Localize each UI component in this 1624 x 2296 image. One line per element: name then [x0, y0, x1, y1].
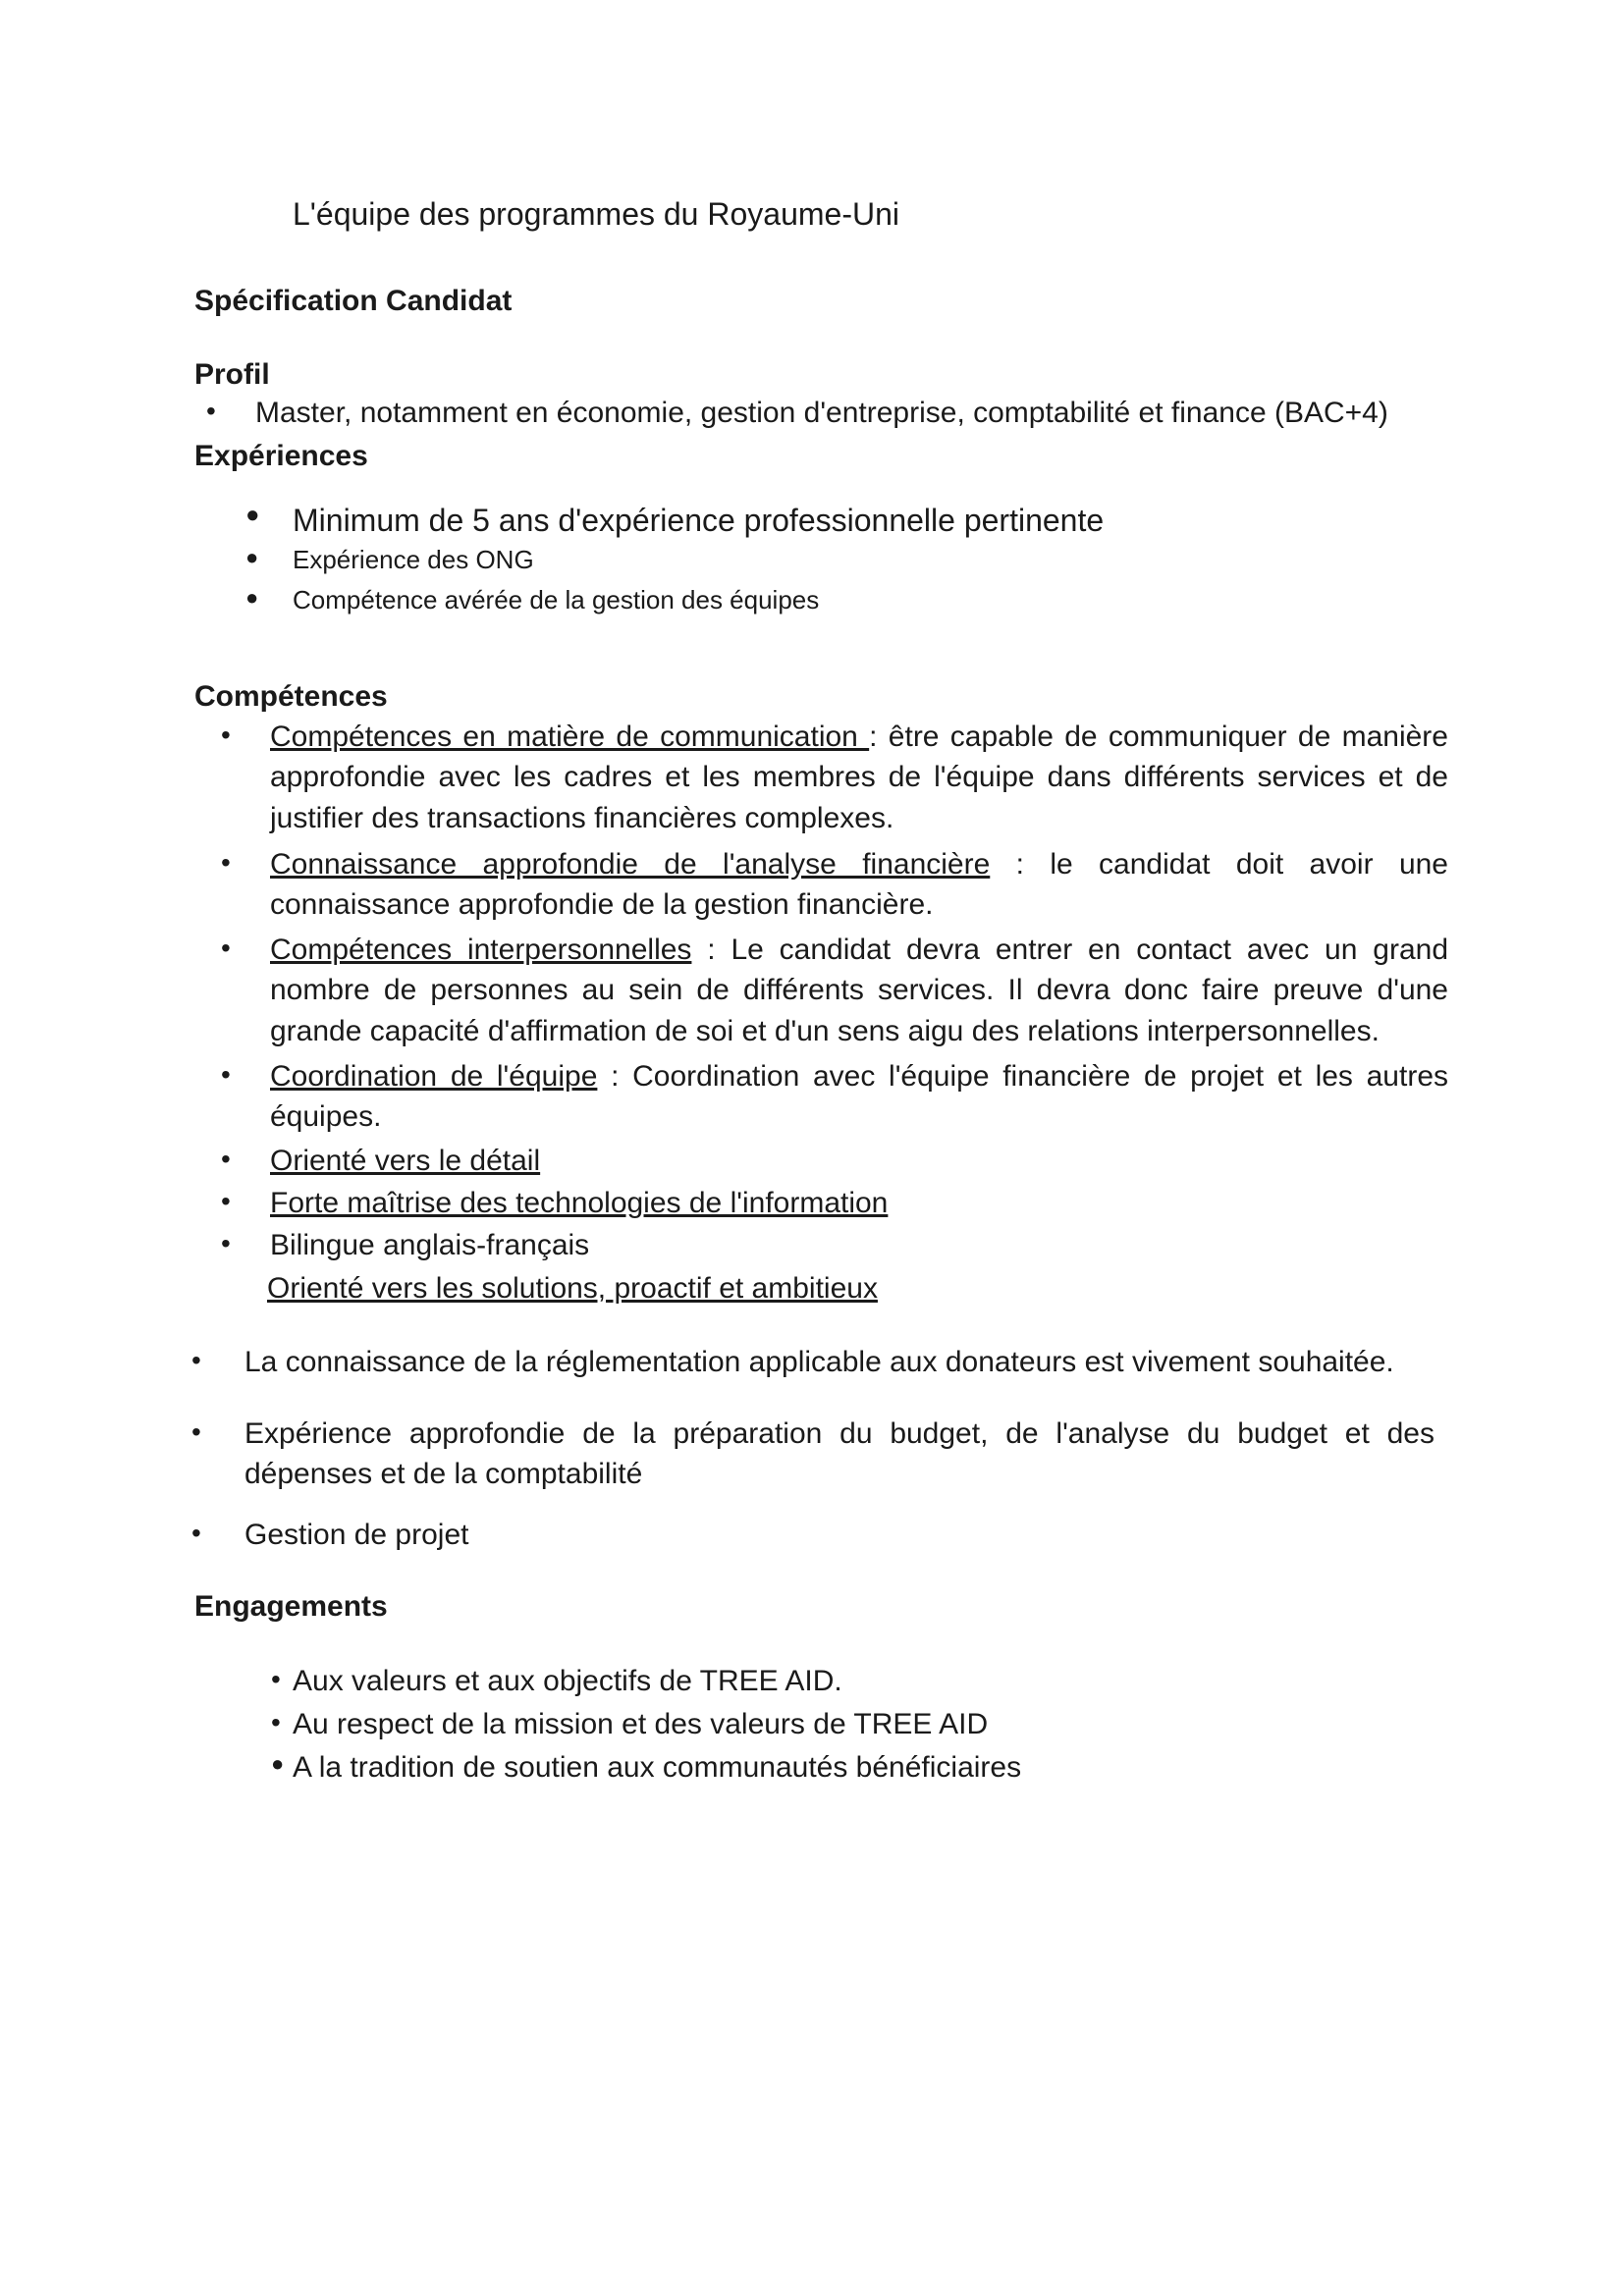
- competence-description: : Coordination avec l'équipe financière de projet et les autres équipes.: [270, 1060, 1449, 1134]
- bullet-icon: •: [221, 1186, 231, 1216]
- competence-title: Compétences interpersonnelles: [270, 934, 692, 966]
- competence-description: : Le candidat devra entrer en contact avec un grand nombre de personnes au sein de différents services. Il devra donc faire preuve d'une grande capacité d'affirmation de soi et d'un sens aigu des relations interpersonnelles.: [270, 934, 1448, 1047]
- bullet-icon: •: [221, 1228, 231, 1258]
- bullet-icon: •: [221, 1059, 231, 1090]
- competence-title: Compétences en matière de communication: [270, 721, 870, 753]
- competence-title: Coordination de l'équipe: [270, 1060, 598, 1093]
- bullet-icon: •: [191, 1416, 201, 1447]
- bullet-icon: ●: [245, 545, 259, 569]
- bullet-icon: •: [206, 396, 216, 426]
- bullet-icon: •: [221, 1144, 231, 1174]
- additional-item-text: La connaissance de la réglementation applicable aux donateurs est vivement souhaitée.: [244, 1346, 1394, 1378]
- experience-item-text: Compétence avérée de la gestion des équipes: [293, 585, 820, 614]
- experience-item-text: Expérience des ONG: [293, 545, 534, 574]
- bullet-icon: ●: [245, 585, 259, 610]
- bullet-icon: •: [221, 720, 231, 750]
- additional-item-text: Expérience approfondie de la préparation du budget, de l'analyse du budget et des dépenses et de la comptabilité: [244, 1417, 1435, 1491]
- competence-description: : être capable de communiquer de manière approfondie avec les cadres et les membres de l'équipe dans différents services et de justifier des transactions financières complexes.: [270, 721, 1448, 834]
- competence-title: Orienté vers le détail: [270, 1145, 541, 1177]
- section-heading-engagements: Engagements: [194, 1590, 388, 1623]
- profil-item-text: Master, notamment en économie, gestion d'entreprise, comptabilité et finance (BAC+4): [255, 397, 1388, 429]
- bullet-icon: •: [221, 933, 231, 963]
- bullet-icon: ●: [245, 502, 260, 528]
- section-heading-competences: Compétences: [194, 680, 388, 713]
- competence-extra-text: Orienté vers les solutions, proactif et ambitieux: [267, 1272, 878, 1305]
- additional-item-text: Gestion de projet: [244, 1519, 469, 1551]
- bullet-icon: •: [221, 847, 231, 878]
- competence-title: Forte maîtrise des technologies de l'information: [270, 1187, 889, 1219]
- engagement-item-text: A la tradition de soutien aux communautés bénéficiaires: [293, 1751, 1022, 1784]
- competence-extra-line: [267, 1268, 1445, 1308]
- section-heading-profil: Profil: [194, 358, 270, 391]
- engagement-item-text: Aux valeurs et aux objectifs de TREE AID.: [293, 1665, 842, 1697]
- intro-line: L'équipe des programmes du Royaume-Uni: [293, 196, 899, 232]
- bullet-icon: •: [191, 1345, 201, 1375]
- bullet-icon: •: [271, 1664, 281, 1694]
- bullet-icon: •: [191, 1518, 201, 1548]
- experience-item-text: Minimum de 5 ans d'expérience professionnelle pertinente: [293, 503, 1105, 538]
- competence-description: Bilingue anglais-français: [270, 1229, 590, 1261]
- bullet-icon: ●: [271, 1751, 285, 1776]
- document-title: Spécification Candidat: [194, 285, 513, 317]
- bullet-icon: •: [271, 1707, 281, 1737]
- competence-description: : le candidat doit avoir une connaissance approfondie de la gestion financière.: [270, 848, 1448, 922]
- engagement-item-text: Au respect de la mission et des valeurs de TREE AID: [293, 1708, 989, 1740]
- section-heading-experiences: Expériences: [194, 440, 368, 472]
- competence-title: Connaissance approfondie de l'analyse financière: [270, 848, 991, 881]
